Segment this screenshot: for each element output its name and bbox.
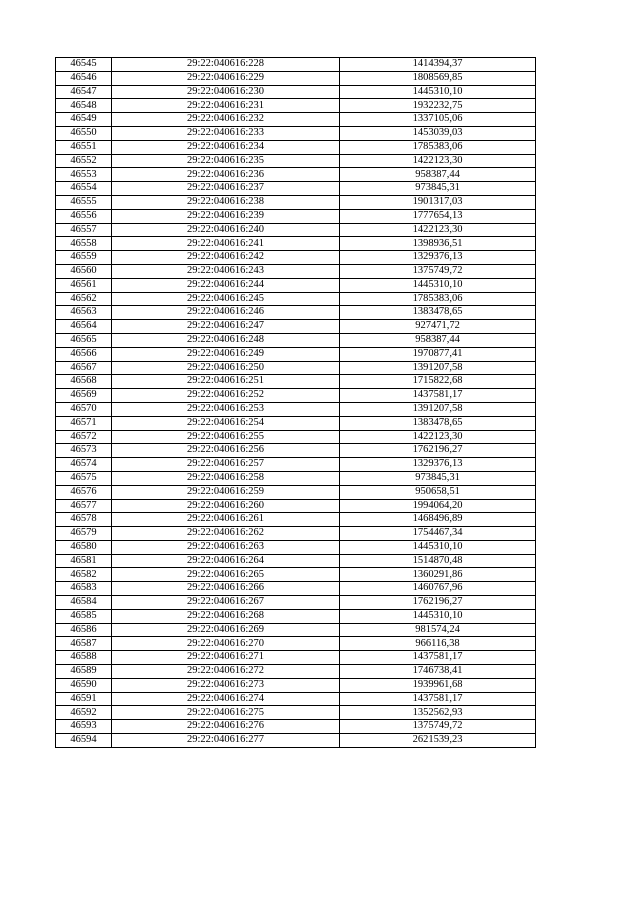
cadastral-value-cell: 1939961,68 xyxy=(340,678,536,692)
cadastral-value-cell: 1391207,58 xyxy=(340,402,536,416)
row-number-cell: 46574 xyxy=(56,458,112,472)
cadastral-number-cell: 29:22:040616:239 xyxy=(112,209,340,223)
row-number-cell: 46560 xyxy=(56,264,112,278)
cadastral-number-cell: 29:22:040616:246 xyxy=(112,306,340,320)
cadastral-number-cell: 29:22:040616:230 xyxy=(112,85,340,99)
cadastral-value-cell: 1391207,58 xyxy=(340,361,536,375)
row-number-cell: 46591 xyxy=(56,692,112,706)
cadastral-value-cell: 1901317,03 xyxy=(340,195,536,209)
cadastral-value-cell: 1460767,96 xyxy=(340,582,536,596)
cadastral-value-cell: 927471,72 xyxy=(340,320,536,334)
table-row xyxy=(56,126,536,140)
cadastral-number-cell: 29:22:040616:253 xyxy=(112,402,340,416)
table-row xyxy=(56,347,536,361)
row-number-cell: 46563 xyxy=(56,306,112,320)
cadastral-number-cell: 29:22:040616:259 xyxy=(112,485,340,499)
row-number-cell: 46568 xyxy=(56,375,112,389)
table-row xyxy=(56,209,536,223)
cadastral-number-cell: 29:22:040616:242 xyxy=(112,251,340,265)
cadastral-value-cell: 1414394,37 xyxy=(340,58,536,72)
cadastral-number-cell: 29:22:040616:275 xyxy=(112,706,340,720)
row-number-cell: 46594 xyxy=(56,734,112,748)
table-row xyxy=(56,720,536,734)
cadastral-number-cell: 29:22:040616:260 xyxy=(112,499,340,513)
cadastral-number-cell: 29:22:040616:255 xyxy=(112,430,340,444)
row-number-cell: 46545 xyxy=(56,58,112,72)
row-number-cell: 46585 xyxy=(56,609,112,623)
cadastral-number-cell: 29:22:040616:277 xyxy=(112,734,340,748)
cadastral-number-cell: 29:22:040616:234 xyxy=(112,140,340,154)
cadastral-value-cell: 1329376,13 xyxy=(340,458,536,472)
table-row xyxy=(56,471,536,485)
table-row xyxy=(56,195,536,209)
cadastral-value-cell: 1422123,30 xyxy=(340,154,536,168)
row-number-cell: 46547 xyxy=(56,85,112,99)
table-row xyxy=(56,375,536,389)
row-number-cell: 46588 xyxy=(56,651,112,665)
cadastral-value-cell: 973845,31 xyxy=(340,471,536,485)
table-row xyxy=(56,99,536,113)
row-number-cell: 46578 xyxy=(56,513,112,527)
cadastral-value-cell: 1360291,86 xyxy=(340,568,536,582)
cadastral-value-cell: 1514870,48 xyxy=(340,554,536,568)
cadastral-number-cell: 29:22:040616:258 xyxy=(112,471,340,485)
table-row xyxy=(56,389,536,403)
table-row xyxy=(56,485,536,499)
cadastral-value-cell: 1437581,17 xyxy=(340,651,536,665)
row-number-cell: 46586 xyxy=(56,623,112,637)
cadastral-value-table xyxy=(55,57,536,748)
table-row xyxy=(56,568,536,582)
cadastral-number-cell: 29:22:040616:266 xyxy=(112,582,340,596)
table-row xyxy=(56,637,536,651)
row-number-cell: 46584 xyxy=(56,596,112,610)
row-number-cell: 46571 xyxy=(56,416,112,430)
cadastral-value-cell: 1437581,17 xyxy=(340,389,536,403)
cadastral-number-cell: 29:22:040616:250 xyxy=(112,361,340,375)
cadastral-value-cell: 1932232,75 xyxy=(340,99,536,113)
row-number-cell: 46550 xyxy=(56,126,112,140)
row-number-cell: 46546 xyxy=(56,71,112,85)
cadastral-value-cell: 1437581,17 xyxy=(340,692,536,706)
table-row xyxy=(56,223,536,237)
cadastral-number-cell: 29:22:040616:262 xyxy=(112,527,340,541)
table-row xyxy=(56,582,536,596)
cadastral-value-cell: 958387,44 xyxy=(340,333,536,347)
cadastral-number-cell: 29:22:040616:272 xyxy=(112,665,340,679)
row-number-cell: 46567 xyxy=(56,361,112,375)
row-number-cell: 46573 xyxy=(56,444,112,458)
table-row xyxy=(56,333,536,347)
table-row xyxy=(56,430,536,444)
row-number-cell: 46561 xyxy=(56,278,112,292)
table-row xyxy=(56,402,536,416)
cadastral-value-cell: 1422123,30 xyxy=(340,223,536,237)
row-number-cell: 46566 xyxy=(56,347,112,361)
cadastral-number-cell: 29:22:040616:244 xyxy=(112,278,340,292)
cadastral-number-cell: 29:22:040616:263 xyxy=(112,540,340,554)
table-row xyxy=(56,444,536,458)
row-number-cell: 46558 xyxy=(56,237,112,251)
row-number-cell: 46548 xyxy=(56,99,112,113)
row-number-cell: 46549 xyxy=(56,113,112,127)
cadastral-value-cell: 1468496,89 xyxy=(340,513,536,527)
row-number-cell: 46572 xyxy=(56,430,112,444)
cadastral-number-cell: 29:22:040616:229 xyxy=(112,71,340,85)
cadastral-value-cell: 2621539,23 xyxy=(340,734,536,748)
cadastral-value-cell: 1422123,30 xyxy=(340,430,536,444)
cadastral-number-cell: 29:22:040616:271 xyxy=(112,651,340,665)
cadastral-number-cell: 29:22:040616:232 xyxy=(112,113,340,127)
row-number-cell: 46564 xyxy=(56,320,112,334)
cadastral-value-cell: 1352562,93 xyxy=(340,706,536,720)
row-number-cell: 46569 xyxy=(56,389,112,403)
table-body xyxy=(56,58,536,748)
row-number-cell: 46556 xyxy=(56,209,112,223)
row-number-cell: 46582 xyxy=(56,568,112,582)
cadastral-value-cell: 1785383,06 xyxy=(340,140,536,154)
cadastral-number-cell: 29:22:040616:228 xyxy=(112,58,340,72)
row-number-cell: 46575 xyxy=(56,471,112,485)
row-number-cell: 46580 xyxy=(56,540,112,554)
cadastral-number-cell: 29:22:040616:261 xyxy=(112,513,340,527)
cadastral-value-cell: 1808569,85 xyxy=(340,71,536,85)
table-row xyxy=(56,734,536,748)
table-row xyxy=(56,416,536,430)
cadastral-value-cell: 1337105,06 xyxy=(340,113,536,127)
cadastral-number-cell: 29:22:040616:270 xyxy=(112,637,340,651)
table-row xyxy=(56,665,536,679)
cadastral-value-cell: 1762196,27 xyxy=(340,444,536,458)
cadastral-number-cell: 29:22:040616:274 xyxy=(112,692,340,706)
cadastral-number-cell: 29:22:040616:264 xyxy=(112,554,340,568)
table-row xyxy=(56,140,536,154)
table-row xyxy=(56,596,536,610)
cadastral-number-cell: 29:22:040616:256 xyxy=(112,444,340,458)
cadastral-value-cell: 1445310,10 xyxy=(340,540,536,554)
table-row xyxy=(56,540,536,554)
cadastral-value-cell: 1453039,03 xyxy=(340,126,536,140)
cadastral-value-cell: 966116,38 xyxy=(340,637,536,651)
table-row xyxy=(56,554,536,568)
cadastral-value-cell: 1383478,65 xyxy=(340,306,536,320)
row-number-cell: 46581 xyxy=(56,554,112,568)
table-row xyxy=(56,609,536,623)
cadastral-value-cell: 1375749,72 xyxy=(340,720,536,734)
table-row xyxy=(56,361,536,375)
row-number-cell: 46592 xyxy=(56,706,112,720)
row-number-cell: 46576 xyxy=(56,485,112,499)
table-row xyxy=(56,320,536,334)
cadastral-value-cell: 1994064,20 xyxy=(340,499,536,513)
cadastral-number-cell: 29:22:040616:240 xyxy=(112,223,340,237)
cadastral-value-cell: 1762196,27 xyxy=(340,596,536,610)
row-number-cell: 46565 xyxy=(56,333,112,347)
cadastral-number-cell: 29:22:040616:241 xyxy=(112,237,340,251)
table-row xyxy=(56,154,536,168)
cadastral-value-cell: 1785383,06 xyxy=(340,292,536,306)
cadastral-value-cell: 1445310,10 xyxy=(340,278,536,292)
table-row xyxy=(56,113,536,127)
row-number-cell: 46593 xyxy=(56,720,112,734)
row-number-cell: 46554 xyxy=(56,182,112,196)
cadastral-value-cell: 950658,51 xyxy=(340,485,536,499)
table-row xyxy=(56,168,536,182)
table-row xyxy=(56,58,536,72)
cadastral-number-cell: 29:22:040616:257 xyxy=(112,458,340,472)
cadastral-number-cell: 29:22:040616:268 xyxy=(112,609,340,623)
cadastral-number-cell: 29:22:040616:231 xyxy=(112,99,340,113)
table-row xyxy=(56,251,536,265)
cadastral-value-cell: 1715822,68 xyxy=(340,375,536,389)
row-number-cell: 46552 xyxy=(56,154,112,168)
row-number-cell: 46587 xyxy=(56,637,112,651)
table-row xyxy=(56,85,536,99)
table-row xyxy=(56,306,536,320)
table-row xyxy=(56,278,536,292)
cadastral-number-cell: 29:22:040616:254 xyxy=(112,416,340,430)
cadastral-number-cell: 29:22:040616:238 xyxy=(112,195,340,209)
cadastral-number-cell: 29:22:040616:251 xyxy=(112,375,340,389)
cadastral-number-cell: 29:22:040616:269 xyxy=(112,623,340,637)
cadastral-number-cell: 29:22:040616:245 xyxy=(112,292,340,306)
cadastral-value-cell: 1375749,72 xyxy=(340,264,536,278)
row-number-cell: 46557 xyxy=(56,223,112,237)
table-row xyxy=(56,237,536,251)
table-row xyxy=(56,706,536,720)
cadastral-number-cell: 29:22:040616:265 xyxy=(112,568,340,582)
cadastral-value-cell: 1777654,13 xyxy=(340,209,536,223)
cadastral-value-cell: 1746738,41 xyxy=(340,665,536,679)
cadastral-number-cell: 29:22:040616:243 xyxy=(112,264,340,278)
row-number-cell: 46570 xyxy=(56,402,112,416)
cadastral-number-cell: 29:22:040616:267 xyxy=(112,596,340,610)
cadastral-number-cell: 29:22:040616:252 xyxy=(112,389,340,403)
cadastral-number-cell: 29:22:040616:236 xyxy=(112,168,340,182)
cadastral-number-cell: 29:22:040616:235 xyxy=(112,154,340,168)
row-number-cell: 46551 xyxy=(56,140,112,154)
table-row xyxy=(56,499,536,513)
row-number-cell: 46590 xyxy=(56,678,112,692)
cadastral-number-cell: 29:22:040616:273 xyxy=(112,678,340,692)
cadastral-value-cell: 1383478,65 xyxy=(340,416,536,430)
row-number-cell: 46559 xyxy=(56,251,112,265)
row-number-cell: 46577 xyxy=(56,499,112,513)
cadastral-value-cell: 1329376,13 xyxy=(340,251,536,265)
cadastral-value-cell: 1398936,51 xyxy=(340,237,536,251)
cadastral-number-cell: 29:22:040616:247 xyxy=(112,320,340,334)
row-number-cell: 46553 xyxy=(56,168,112,182)
row-number-cell: 46589 xyxy=(56,665,112,679)
table-row xyxy=(56,527,536,541)
table-row xyxy=(56,458,536,472)
table-row xyxy=(56,292,536,306)
row-number-cell: 46579 xyxy=(56,527,112,541)
table-row xyxy=(56,264,536,278)
table-row xyxy=(56,678,536,692)
cadastral-value-cell: 1445310,10 xyxy=(340,85,536,99)
table-row xyxy=(56,71,536,85)
table-row xyxy=(56,182,536,196)
cadastral-value-cell: 1970877,41 xyxy=(340,347,536,361)
cadastral-value-cell: 958387,44 xyxy=(340,168,536,182)
table-row xyxy=(56,623,536,637)
row-number-cell: 46562 xyxy=(56,292,112,306)
cadastral-number-cell: 29:22:040616:248 xyxy=(112,333,340,347)
cadastral-value-cell: 973845,31 xyxy=(340,182,536,196)
cadastral-number-cell: 29:22:040616:276 xyxy=(112,720,340,734)
table-row xyxy=(56,651,536,665)
table-row xyxy=(56,513,536,527)
cadastral-number-cell: 29:22:040616:233 xyxy=(112,126,340,140)
cadastral-number-cell: 29:22:040616:237 xyxy=(112,182,340,196)
row-number-cell: 46583 xyxy=(56,582,112,596)
row-number-cell: 46555 xyxy=(56,195,112,209)
table-row xyxy=(56,692,536,706)
cadastral-value-cell: 1445310,10 xyxy=(340,609,536,623)
cadastral-value-cell: 1754467,34 xyxy=(340,527,536,541)
cadastral-number-cell: 29:22:040616:249 xyxy=(112,347,340,361)
cadastral-value-cell: 981574,24 xyxy=(340,623,536,637)
